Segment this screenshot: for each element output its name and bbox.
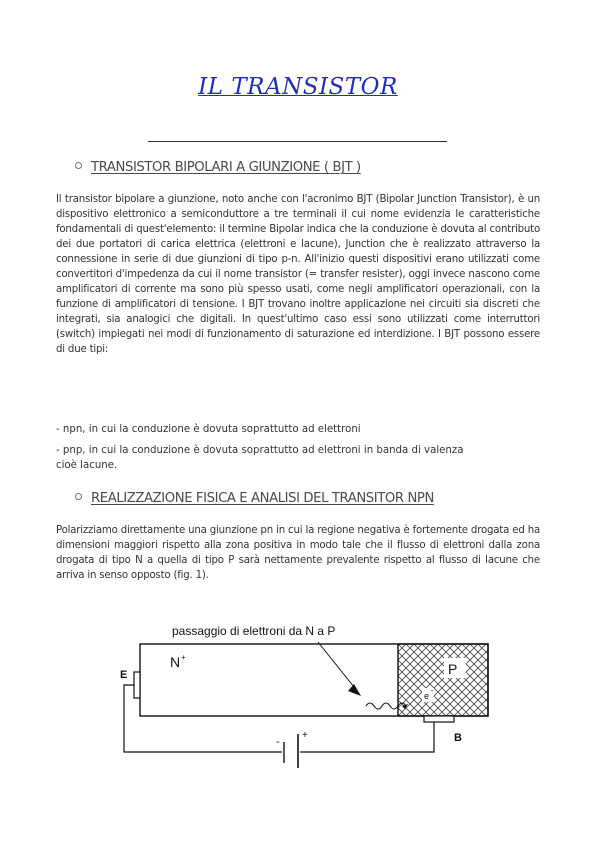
p-region	[398, 644, 488, 716]
figure-npn-junction	[118, 620, 498, 770]
list-item-pnp: - pnp, in cui la conduzione è dovuta soprattutto ad elettroni in banda di valenza	[56, 445, 464, 456]
wire-left	[124, 685, 282, 752]
document-title: IL TRANSISTOR	[198, 74, 398, 100]
region-n-label: N	[170, 654, 181, 670]
battery-minus-label: -	[276, 736, 280, 748]
section-heading-text: TRANSISTOR BIPOLARI A GIUNZIONE ( BJT )	[91, 160, 361, 175]
electron-sup: -	[431, 688, 434, 695]
base-terminal	[424, 716, 454, 722]
region-p-label: P	[448, 661, 458, 677]
npn-diagram	[118, 620, 498, 770]
emitter-terminal	[134, 672, 140, 698]
wire-right	[300, 722, 434, 752]
caption-label: passaggio di elettroni da N a P	[172, 624, 336, 638]
section-heading-text: REALIZZAZIONE FISICA E ANALISI DEL TRANSITOR NPN	[91, 491, 434, 506]
list-item-pnp-cont: cioè lacune.	[56, 460, 118, 471]
section-heading-bjt	[75, 160, 361, 175]
paragraph-bjt-intro: Il transistor bipolare a giunzione, noto anche con l'acronimo BJT (Bipolar Junction Transistor), è un dispositivo elettronico a semiconduttore a tre terminali il cui nome evidenzia le caratteristiche fondamentali di quest'elemento: il termine Bipolar indica che la conduzione è dovuta al contributo dei due portatori di carica elettrica (elettroni e lacune), Junction che è realizzato attraverso la connessione in serie di due giunzioni di tipo p-n. All'inizio questi dispositivi erano utilizzati come convertitori d'impedenza da cui il nome transistor (= transfer resister), oggi invece nascono come amplificatori di corrente ma sono più spesso usati, come negli amplificatori operazionali, con la funzione di amplificatori di tensione. I BJT trovano inoltre applicazione nei circuiti sia discreti che integrati, sia analogici che digitali. In quest'ultimo caso essi sono utilizzati come interruttori (switch) impiegati nei modi di funzionamento di saturazione ed interdizione. I BJT possono essere di due tipi:	[56, 194, 540, 355]
region-n-sup: +	[181, 653, 186, 662]
list-item-npn: - npn, in cui la conduzione è dovuta soprattutto ad elettroni	[56, 424, 361, 435]
emitter-label: E	[120, 669, 128, 681]
base-label: B	[454, 732, 462, 744]
arrow-head-icon	[348, 684, 361, 696]
battery-plus-label: +	[302, 730, 308, 741]
electron-label: e	[424, 691, 430, 701]
bullet-circle-icon	[75, 162, 82, 169]
section-heading-npn	[75, 491, 434, 506]
bullet-circle-icon	[75, 493, 82, 500]
electron-path-line	[318, 642, 358, 692]
paragraph-npn: Polarizziamo direttamente una giunzione pn in cui la regione negativa è fortemente drogata ed ha dimensioni maggiori rispetto alla zona positiva in modo tale che il flusso di elettroni dalla zona drogata di tipo N a quella di tipo P sarà nettamente prevalente rispetto al flusso di lacune che arriva in senso opposto (fig. 1).	[56, 525, 540, 581]
title-rule	[148, 141, 447, 142]
